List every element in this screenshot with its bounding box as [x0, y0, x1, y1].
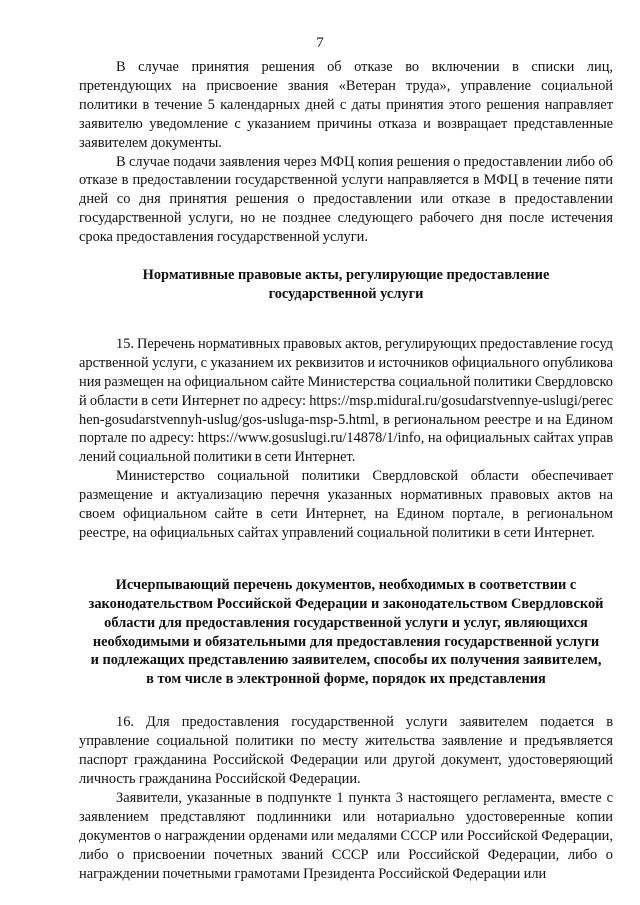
- paragraph-15: 15. Перечень нормативных правовых актов, регулирующих предоставление государственной услуги, с указанием их реквизитов и источников официального опубликования размещен на официальном сайте Министерства социальной политики Свердловской области в сети Интернет по адресу: https://msp.midural.ru/gosudarstvennye-uslugi/perechen-gosudarstvennyh-uslug/gos-usluga-msp-5.html, в региональном реестре и на Едином портале по адресу: https://www.gosuslugi.ru/14878/1/info, на официальных сайтах управлений социальной политики в сети Интернет.: [79, 335, 613, 466]
- paragraph-refusal-notice: В случае принятия решения об отказе во включении в списки лиц, претендующих на присвоение звания «Ветеран труда», управление социальной политики в течение 5 календарных дней с даты принятия этого решения направляет заявителю уведомление с указанием причины отказа и возвращает представленные заявителем документы.: [79, 59, 613, 151]
- section-heading-normative-acts: Нормативные правовые акты, регулирующие предоставление государственной услуги: [142, 267, 550, 302]
- paragraph-ministry-publication: Министерство социальной политики Свердловской области обеспечивает размещение и актуализацию перечня указанных нормативных правовых актов на своем официальном сайте в сети Интернет, на Едином портале, в региональном реестре, на официальных сайтах управлений социальной политики в сети Интернет.: [79, 468, 613, 541]
- document-body: [79, 58, 613, 883]
- paragraph-16: 16. Для предоставления государственной услуги заявителем подается в управление социальной политики по месту жительства заявление и предъявляется паспорт гражданина Российской Федерации или другой документ, удостоверяющий личность гражданина Российской Федерации.: [79, 714, 613, 787]
- section-heading-documents-list: Исчерпывающий перечень документов, необходимых в соответствии с законодательством Российской Федерации и законодательством Свердловской области для предоставления государственной услуги и услуг, являющихся необходимыми и обязательными для предоставления государственной услуги и подлежащих представлению заявителем, способы их получения заявителем, в том числе в электронной форме, порядок их представления: [88, 576, 604, 688]
- page-number: 7: [316, 35, 324, 51]
- paragraph-applicants-documents: Заявители, указанные в подпункте 1 пункта 3 настоящего регламента, вместе с заявлением представляют подлинники или нотариально удостоверенные копии документов о награждении орденами или медалями СССР или Российской Федерации, либо о присвоении почетных званий СССР или Российской Федерации, либо о награждении почетными грамотами Президента Российской Федерации или: [79, 789, 613, 882]
- paragraph-mfc-copy: В случае подачи заявления через МФЦ копия решения о предоставлении либо об отказе в предоставлении государственной услуги направляется в МФЦ в течение пяти дней со дня принятия решения о предоставлении или отказе в предоставлении государственной услуги, но не позднее следующего рабочего дня после истечения срока предоставления государственной услуги.: [79, 153, 613, 246]
